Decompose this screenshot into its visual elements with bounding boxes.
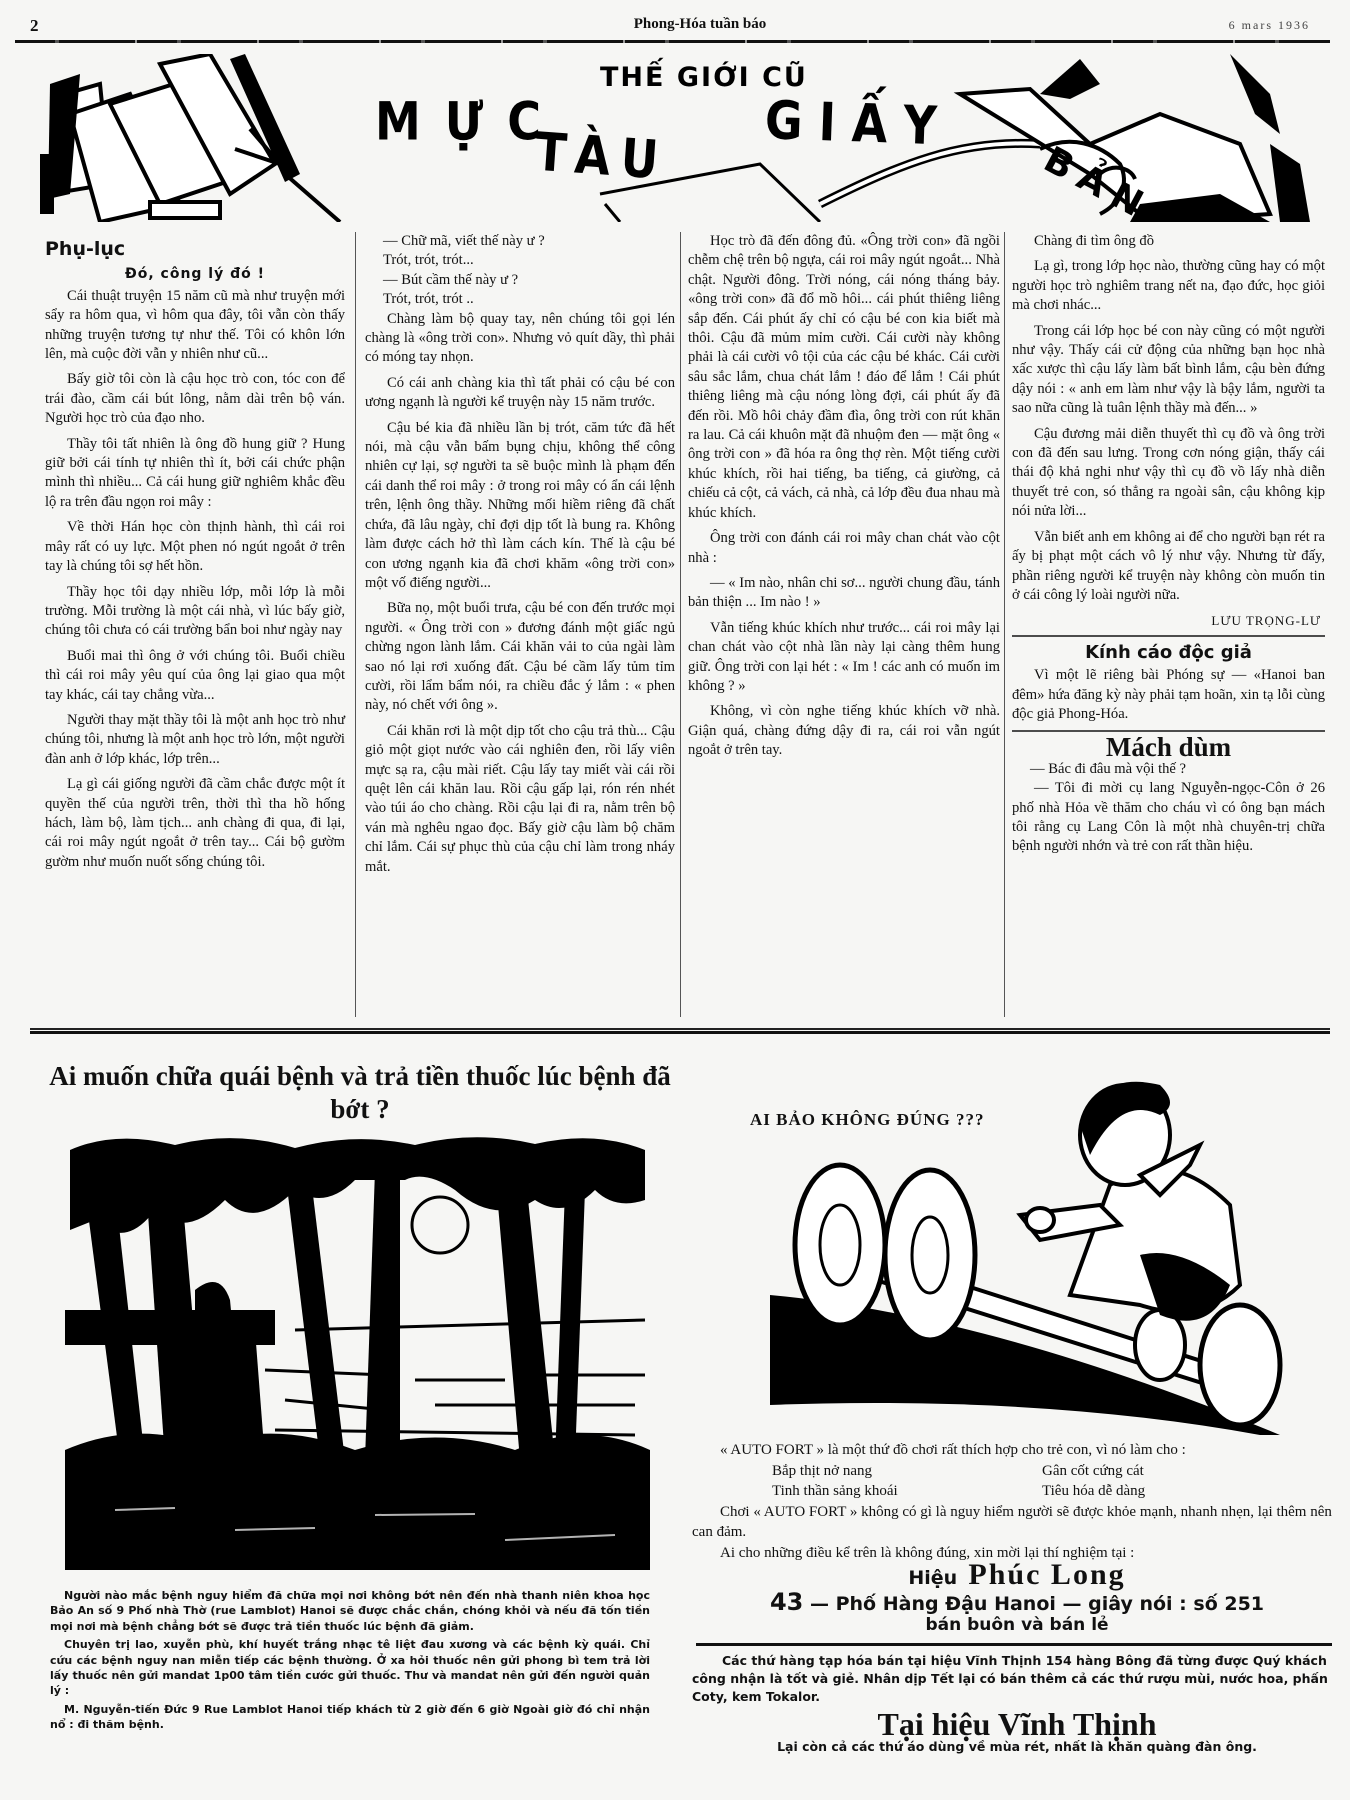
ad-intro: « AUTO FORT » là một thứ đồ chơi rất thích hợp cho trẻ con, vì nó làm cho :	[720, 1442, 1186, 1458]
benefits-list	[692, 1461, 1342, 1502]
article-paragraph: — « Im nào, nhân chi sơ... người chung đầu, tánh bản thiện ... Im nào ! »	[688, 574, 1000, 611]
vinh-thinh-body: Các thứ hàng tạp hóa bán tại hiệu Vĩnh Thịnh 154 hàng Bông đã từng được Quý khách công nhận là tốt và giẻ. Nhân dịp Tết lại có bán thêm cả các thứ rượu mùi, nước hoa, phấn Coty, kem Tokalor.	[692, 1653, 1328, 1704]
divider	[1012, 635, 1325, 637]
ad-contact: M. Nguyễn-tiến Đức 9 Rue Lamblot Hanoi tiếp khách từ 2 giờ đến 6 giờ Ngoài giờ đó chỉ nhận nổ : đi thăm bệnh.	[50, 1702, 650, 1732]
ad-right-body	[692, 1440, 1342, 1757]
vinh-thinh-ad	[692, 1652, 1342, 1706]
divider	[696, 1643, 1332, 1648]
article-paragraph: Cái thuật truyện 15 năm cũ mà như truyện mới sẩy ra hôm qua, vì hôm qua đây, tôi vẫn còn thấy những truyện tương tự như thế. Tôi có khôn lớn lên, mà cuộc đời vẫn y nhiên như cũ...	[45, 287, 345, 363]
column-rule	[355, 232, 356, 1017]
article-column-3	[688, 232, 1000, 767]
article-column-2	[365, 232, 675, 883]
article-paragraph: Cái khăn rơi là một dịp tốt cho cậu trả thù... Cậu giỏ một giọt nước vào cái nghiên đen, rồi lấy viên mực sạ ra, cậu mài riết. Cậu lấy tay miết vài cái rồi quệt lên cái khăn lau. Rồi cậu gấp lại, rón rén nhét vào túi áo cho chàng. Rồi cậu lại đi ra, nằm trên bộ ván mà nghêu ngao đọc. Bấy giờ cậu làm bộ chăm chỉ lắm. Cái sự phục thù của cậu chỉ làm trong nháy mắt.	[365, 722, 675, 875]
article-paragraph: Lạ gì cái giống người đã cầm chắc được một ít quyền thế của người trên, thời thì tha hồ hống hách, làm bộ, làm tịch... anh chàng đi qua, đi lại, cái roi mây ngút ngoắt ở trên tay... Cái bộ gườm gườm như muốn nuốt sống chúng tôi.	[45, 776, 345, 870]
article-paragraph: Thầy học tôi dạy nhiều lớp, mỗi lớp là mỗi trường. Mỗi trường là một cái nhà, vì lúc bấy giờ, chúng tôi chưa có cái trường bẩn boi như ngày nay	[45, 583, 345, 639]
article-paragraph: Người thay mặt thầy tôi là một anh học trò như chúng tôi, nhưng là một anh học trò lớn, một người đàn anh ở lớp khác, lớp trên...	[45, 711, 345, 767]
mach-dum-title: Mách dùm	[1105, 732, 1232, 763]
divider	[1012, 730, 1325, 732]
ad-left-body	[50, 1588, 650, 1736]
banner-subtitle: THẾ GIỚI CŨ	[600, 62, 808, 93]
article-paragraph: Lạ gì, trong lớp học nào, thường cũng hay có một người học trò nghiêm trang nết na, đạo đức, học giỏi mà chơi nhác...	[1012, 258, 1325, 314]
ad-headline: Ai muốn chữa quái bệnh và trả tiền thuốc lúc bệnh đã bớt ?	[49, 1061, 671, 1124]
vinh-thinh-sub: Lại còn cả các thứ áo dùng về mùa rét, nhất là khăn quàng đàn ông.	[777, 1738, 1257, 1754]
benefit-item: Bắp thịt nở nang	[772, 1462, 873, 1479]
section-title: Phụ-lục	[45, 238, 126, 260]
article-paragraph: Có cái anh chàng kia thì tất phải có cậu bé con ương ngạnh là người kể truyện này 15 năm trước.	[365, 374, 675, 411]
banner-illustration	[40, 54, 1320, 230]
benefit-item: Gân cốt cứng cát	[1042, 1462, 1144, 1479]
article-paragraph: Vẫn tiếng khúc khích như trước... cái roi mây lại chan chát vào cột nhà lần này lại càng thêm hung giữ. Ông trời con lại hét : « Im ! các anh có muốn im không ? »	[688, 619, 1000, 694]
ad-paragraph: Chơi « AUTO FORT » không có gì là nguy hiểm người sẽ được khỏe mạnh, nhanh nhẹn, lại thêm nên can đảm.	[692, 1503, 1332, 1540]
article-paragraph: Không, vì còn nghe tiếng khúc khích vỡ nhà. Giận quá, chàng đứng dậy đi ra, cái roi vẫn ngút ngoắt ở trên tay.	[688, 703, 1000, 759]
notice-body: Vì một lẽ riêng bài Phóng sự — «Hanoi ban đêm» hứa đăng kỳ này phải tạm hoãn, xin tạ lỗi cùng độc giả Phong-Hóa.	[1012, 667, 1325, 722]
article-paragraph: Cậu bé kia đã nhiều lần bị trót, căm tức đã hết nói, mà cậu vẫn bấm bụng chịu, không thể công nhiên cự lại, sợ người ta sẽ buộc mình là phạm đến cái danh thể roi mây : ở trong roi mây có ẩn cái lệnh trên, lệnh ông thầy. Những mối hiềm riêng đã chất chứa, đã lâu ngày, chỉ đợi dịp tốt là bung ra. Không làm được cách hở thì làm cách kín. Thế là cậu bé con ương ngạnh kia đã chơi khăm «ông trời con» một vố điếng người...	[365, 419, 675, 591]
mach-dum-line: — Tôi đi mời cụ lang Nguyễn-ngọc-Côn ở 26 phố nhà Hỏa về thăm cho cháu vì có ông bạn mách tôi rằng cụ Lang Côn là một nhà chuyên-trị chữa bệnh người nhớn và trẻ con rất thần hiệu.	[1012, 780, 1325, 855]
forest-lake-illustration	[55, 1130, 660, 1575]
author-signature: LƯU TRỌNG-LƯ	[1211, 613, 1321, 629]
article-paragraph: Bữa nọ, một buổi trưa, cậu bé con đến trước mọi người. « Ông trời con » đương đánh một giấc ngủ chừng ngon lành lắm. Cái khăn vải to của ngài làm sao nó lại rơi xuống đất. Cậu bé cầm lấy tủm tỉm cười, rồi lẩm bẩm nói, ra chiều đắc ý lắm : « phen này, nó chết với ông ».	[365, 600, 675, 714]
page-number: 2	[30, 16, 39, 35]
article-paragraph: Thầy tôi tất nhiên là ông đồ hung giữ ? Hung giữ bởi cái tính tự nhiên thì ít, bởi cái chức phận mình thì nhiều... Cả cái hung giữ nghiêm khắc đều lộ ra trên đầu ngọn roi mây :	[45, 435, 345, 510]
running-head	[0, 8, 1350, 42]
article-paragraph: Học trò đã đến đông đủ. «Ông trời con» đã ngồi chễm chệ trên bộ ngựa, cái roi mây ngút ngoắt... Nhà chật. Người đông. Trời nóng, cái nóng tháng bảy. «ông trời con» đã đổ mồ hôi... cái phút thiêng liêng sắp đến. Cái phút ấy chỉ có cậu bé con kia biết mà thôi. Cậu đã mủm mỉm cười. Cái cười này không phải là cái cười vô tội của các cậu bé khác. Cái cười sâu sắc lắm, chua chát lắm ! đáo để lắm ! Cái phút thiêng liêng mà cậu nóng lòng đợi, cái phút ấy đã đến rồi. Mồ hôi chảy đầm đìa, ông trời con rút khăn ra lau. Cả cái khuôn mặt đã nhuộm đen — mặt ông « ông trời con » đã hóa ra ông thợ rèn. Một tiếng cười khúc khích, rồi hai tiếng, ba tiếng, cả giường, cả chiếu cả cột, cả vách, cả nhà, cả lớp đều đua nhau mà khúc khích.	[688, 233, 1001, 521]
store-address-text: — Phố Hàng Đậu Hanoi — giây nói : số 251	[809, 1592, 1265, 1615]
article-paragraph: Chàng đi tìm ông đồ	[1034, 233, 1154, 249]
ad-paragraph: Ai cho những điều kể trên là không đúng, xin mời lại thí nghiệm tại :	[720, 1544, 1135, 1561]
top-rule	[15, 40, 1330, 43]
mach-dum-line: — Bác đi đâu mà vội thế ?	[1030, 760, 1187, 777]
article-paragraph: Về thời Hán học còn thịnh hành, thì cái roi mây rất có uy lực. Một phen nó ngút ngoắt ở trên tay là chúng tôi sợ hết hồn.	[45, 519, 345, 575]
banner-word-tau: TÀU	[532, 120, 673, 192]
store-sales: bán buôn và bán lẻ	[925, 1614, 1109, 1635]
banner-word-muc: MỰC	[375, 89, 565, 153]
article-paragraph: Cậu đương mải diễn thuyết thì cụ đồ và ông trời con đã đến sau lưng. Trong cơn nóng giận, thấy cái thái độ khả nghi như vậy thì cụ đồ vồ lấy nhà diễn thuyết trẻ con, só thẳng ra ngoài sân, cậu không kịp nói nửa lời...	[1012, 425, 1325, 520]
benefit-item: Tiêu hóa dễ dàng	[1042, 1483, 1146, 1499]
ad-slogan: AI BẢO KHÔNG ĐÚNG ???	[750, 1110, 985, 1129]
dialogue-line: — Chữ mã, viết thế này ư ?	[383, 233, 545, 249]
benefit-item: Tinh thần sảng khoái	[772, 1483, 898, 1499]
column-rule	[1004, 232, 1005, 1017]
article-paragraph: Trong cái lớp học bé con này cũng có một người như vậy. Thấy cái cử động của những bạn học nhà xấc xược thì cậu lấy làm bất bình lắm, cậu bèn đứng dậy nói : « anh em làm như vậy là bậy lắm, người ta sao nữa cũng là tuân lệnh thầy mà đến... »	[1012, 322, 1325, 417]
section-divider	[30, 1028, 1330, 1034]
store-prefix: Hiệu	[908, 1567, 958, 1589]
article-paragraph: Chàng làm bộ quay tay, nên chúng tôi gọi lén chàng là «ông trời con». Nhưng vỏ quít dầy, thì phải có móng tay nhọn.	[365, 310, 675, 366]
issue-date: 6 mars 1936	[1228, 18, 1310, 32]
ad-paragraph: Người nào mắc bệnh nguy hiểm đã chữa mọi nơi không bớt nên đến nhà thanh niên khoa học Bảo An số 9 Phố nhà Thờ (rue Lamblot) Hanoi sẽ được chắc chắn, chóng khỏi và nếu đã tốn tiền mọi nơi mà bệnh chẳng bớt sẽ được trả tiền thuốc lúc bệnh đã giảm.	[50, 1589, 650, 1633]
article-column-4	[1012, 232, 1325, 863]
article-title: Đó, công lý đó !	[124, 266, 266, 283]
dialogue-line: Trót, trót, trót ..	[383, 291, 474, 308]
forest-silhouette-graphic	[55, 1130, 660, 1575]
article-paragraph: Vẫn biết anh em không ai để cho người bạn rét ra ấy bị phạt một cách vô lý như vậy. Nhưng từ đấy, phần riêng người kể truyện này không còn muốn tin ở cái công lý loài người nữa.	[1012, 528, 1325, 603]
store-number: 43	[769, 1587, 804, 1616]
column-rule	[680, 232, 681, 1017]
masthead: Phong-Hóa tuần báo	[633, 16, 767, 32]
banner-word-giay: GIẤY	[763, 88, 954, 158]
article-paragraph: Bấy giờ tôi còn là cậu học trò con, tóc con để trái đào, cầm cái bút lông, nằm dài trên bộ ván. Người học trò của đạo nho.	[45, 371, 345, 427]
dialogue-line: — Bút cầm thế này ư ?	[383, 271, 519, 288]
store-name: Phúc Long	[968, 1558, 1126, 1591]
ad-paragraph: Chuyên trị lao, xuyễn phù, khí huyết trắng nhạc tê liệt đau xương và các bệnh kỳ quái. Chỉ cứu các bệnh nguy nan miễn tiếp các bệnh thường. Ở xa hỏi thuốc nên gửi phong bì tem trả lời lấy thuốc nên gửi mandat 1p00 tâm tiền cước gửi thuốc. Thư và mandat nên gửi đến người quản lý :	[50, 1638, 650, 1698]
dialogue-line: Trót, trót, trót...	[383, 252, 474, 269]
article-paragraph: Ông trời con đánh cái roi mây chan chát vào cột nhà :	[688, 530, 1000, 566]
notice-title: Kính cáo độc giả	[1085, 641, 1252, 663]
vinh-thinh-title: Tại hiệu Vĩnh Thịnh	[877, 1706, 1157, 1742]
store-address	[692, 1587, 1342, 1616]
article-paragraph: Buổi mai thì ông ở với chúng tôi. Buổi chiều thì cái roi mây yêu quí của ông lại giao qua một tay khác, cái tay chẳng vừa...	[45, 647, 345, 703]
article-column-1	[45, 232, 345, 878]
banner-word-ban: BẢN	[1037, 139, 1159, 230]
